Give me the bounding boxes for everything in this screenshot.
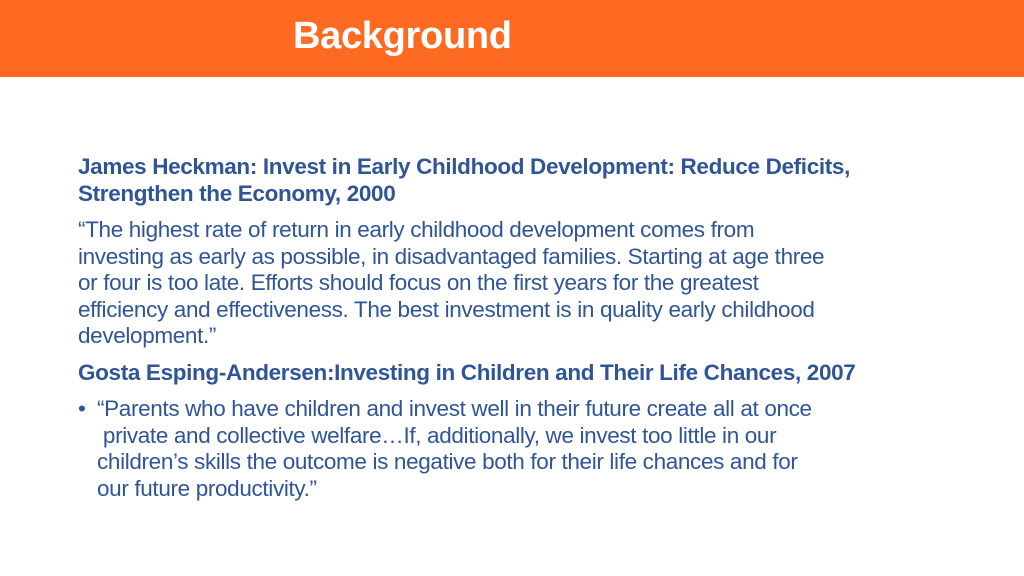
header-bar xyxy=(0,0,1024,77)
heckman-heading-line: Strengthen the Economy, 2000 xyxy=(78,180,396,206)
slide-content xyxy=(78,154,968,502)
heckman-quote xyxy=(78,217,968,350)
heckman-heading-line: James Heckman: Invest in Early Childhood Development: Reduce Deficits, xyxy=(78,154,850,179)
esping-andersen-heading xyxy=(78,360,968,387)
esping-andersen-quote-line: children’s skills the outcome is negative both for their life chances and for xyxy=(97,449,798,474)
esping-andersen-quote-line: “Parents who have children and invest well in their future create all at once xyxy=(97,396,812,421)
heckman-heading xyxy=(78,154,968,207)
heckman-quote-line: efficiency and effectiveness. The best investment is in quality early childhood xyxy=(78,296,815,322)
esping-andersen-bullet xyxy=(78,396,968,502)
heckman-quote-line: investing as early as possible, in disadvantaged families. Starting at age three xyxy=(78,243,825,269)
heckman-quote-line: development.” xyxy=(78,323,217,348)
esping-andersen-quote-line: private and collective welfare…If, additionally, we invest too little in our xyxy=(97,422,777,448)
esping-andersen-quote-line: our future productivity.” xyxy=(97,475,317,501)
heckman-quote-line: “The highest rate of return in early childhood development comes from xyxy=(78,217,755,242)
esping-andersen-quote xyxy=(97,396,968,502)
esping-andersen-heading-line: Gosta Esping-Andersen:Investing in Children and Their Life Chances, 2007 xyxy=(78,359,856,385)
bullet-icon: • xyxy=(78,396,86,421)
slide-title: Background xyxy=(293,15,512,57)
heckman-quote-line: or four is too late. Efforts should focus on the first years for the greatest xyxy=(78,270,759,295)
